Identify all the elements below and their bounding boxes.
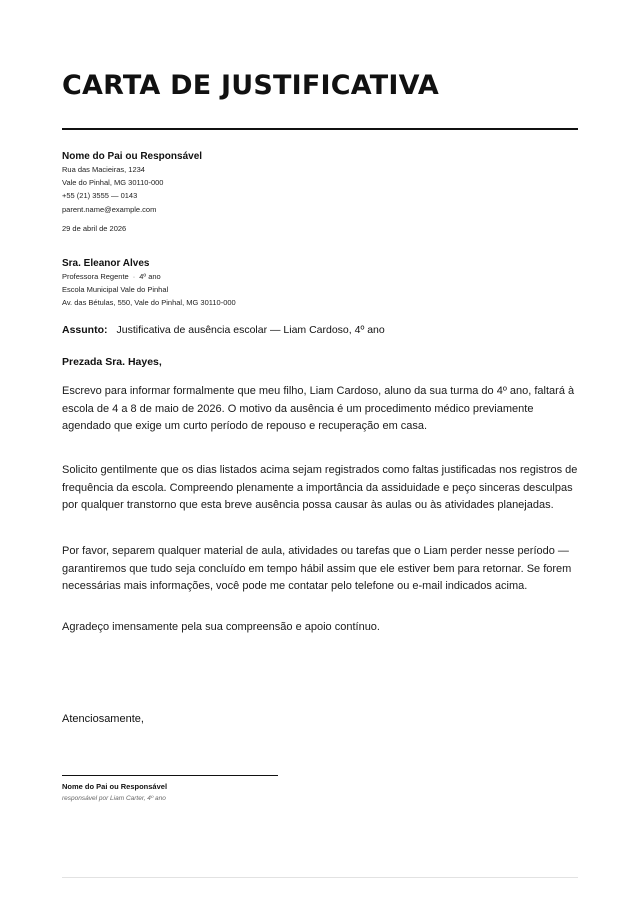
title-divider: [62, 128, 578, 130]
greeting: Prezada Sra. Hayes,: [62, 356, 162, 368]
recipient-school: Escola Municipal Vale do Pinhal: [62, 285, 169, 295]
document-title: CARTA DE JUSTIFICATIVA: [62, 70, 439, 101]
recipient-grade: 4º ano: [139, 272, 161, 281]
recipient-role: Professora Regente: [62, 272, 129, 281]
signature-line: [62, 775, 278, 776]
closing: Atenciosamente,: [62, 713, 144, 725]
recipient-block: [62, 257, 236, 310]
footer-divider: [62, 877, 578, 878]
sender-email: parent.name@example.com: [62, 204, 157, 214]
letter-date: 29 de abril de 2026: [62, 224, 127, 233]
recipient-role-line: [62, 270, 236, 283]
signature-name: Nome do Pai ou Responsável: [62, 782, 168, 791]
subject-text: Justificativa de ausência escolar — Liam Cardoso, 4º ano: [116, 324, 385, 336]
signature-note: responsável por Liam Carter, 4º ano: [62, 795, 166, 802]
sender-address-line1: Rua das Macieiras, 1234: [62, 165, 145, 174]
sender-address-line2: Vale do Pinhal, MG 30110-000: [62, 178, 164, 188]
body-paragraph-2: Solicito gentilmente que os dias listados acima sejam registrados como faltas justificadas nos registros de frequência da escola. Compreendo plenamente a importância da assiduidade e peço sinceras desculpas por qualquer transtorno que esta breve ausência possa causar às aulas ou às atividades planejadas.: [62, 464, 578, 511]
subject-label: Assunto:: [62, 324, 108, 336]
recipient-name: Sra. Eleanor Alves: [62, 258, 150, 269]
body-paragraph-4: Agradeço imensamente pela sua compreensão e apoio contínuo.: [62, 621, 380, 633]
body-paragraph-1: Escrevo para informar formalmente que meu filho, Liam Cardoso, aluno da sua turma do 4º ano, faltará à escola de 4 a 8 de maio de 2026. O motivo da ausência é um procedimento médico previamente agendado que exige um curto período de repouso e recuperação em casa.: [62, 385, 575, 432]
body-paragraph-3: Por favor, separem qualquer material de aula, atividades ou tarefas que o Liam perder nesse período — garantiremos que tudo seja concluído em tempo hábil assim que ele estiver bem para retornar. Se forem necessárias mais informações, você pode me contatar pelo telefone ou e-mail indicados acima.: [62, 545, 572, 592]
subject-line: [62, 324, 385, 336]
sender-name: Nome do Pai ou Responsável: [62, 151, 203, 162]
recipient-address: Av. das Bétulas, 550, Vale do Pinhal, MG 30110-000: [62, 298, 236, 308]
sender-block: [62, 150, 202, 216]
sender-phone: +55 (21) 3555 — 0143: [62, 191, 138, 201]
separator-dot: ·: [132, 272, 136, 281]
